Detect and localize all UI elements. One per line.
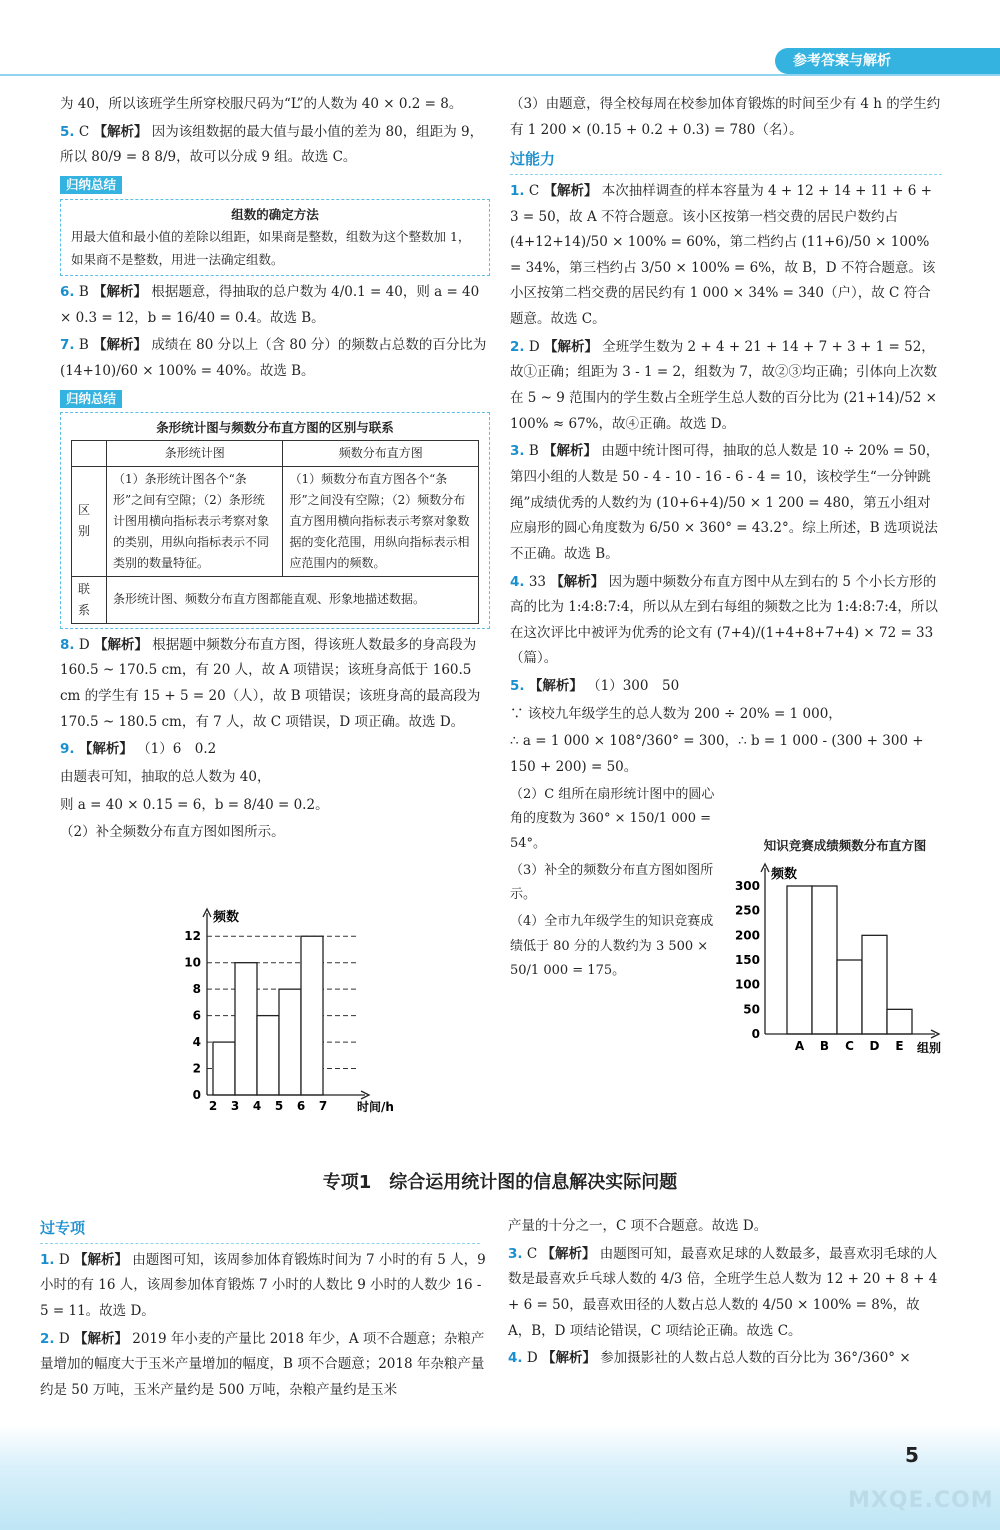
answer-letter: C xyxy=(528,182,540,199)
answer-line: （2）C 组所在扇形统计图中的圆心角的度数为 360° × 150/1 000 = 54°。 xyxy=(510,786,715,852)
histogram-bar xyxy=(301,936,323,1095)
answer-line: 则 a = 40 × 0.15 = 6，b = 8/40 = 0.2。 xyxy=(60,796,329,813)
histogram-bar xyxy=(812,886,837,1034)
x-tick-label: B xyxy=(819,1039,830,1053)
y-tick-label: 100 xyxy=(735,977,760,992)
answer-letter: B xyxy=(78,337,89,354)
answer-6 xyxy=(60,280,490,331)
y-tick-label: 200 xyxy=(735,928,760,943)
answer-text: 由题图可知，该周参加体育锻炼时间为 7 小时的有 5 人，9 小时的有 16 人，该周参加体育锻炼 7 小时的人数比 9 小时的人数少 16 - 5 = 11。故选 D。 xyxy=(40,1251,486,1319)
answer-b1 xyxy=(40,1248,490,1325)
answer-line: （3）补全的频数分布直方图如图所示。 xyxy=(510,862,714,903)
x-tick-label: C xyxy=(845,1039,854,1053)
histogram-bar xyxy=(887,1009,912,1034)
answer-text: 根据题意，得抽取的总户数为 4/0.1 = 40，则 a = 40 × 0.3 = 12，b = 16/40 = 0.4。故选 B。 xyxy=(60,284,480,326)
header-divider xyxy=(0,74,1000,76)
chart-title: 知识竞赛成绩频数分布直方图 xyxy=(763,838,927,853)
y-tick-label: 50 xyxy=(743,1002,760,1017)
answer-7 xyxy=(60,333,490,384)
answer-letter: C xyxy=(78,123,90,140)
answer-b4 xyxy=(508,1346,946,1372)
answer-text: 2019 年小麦的产量比 2018 年少，A 项不合题意；杂粮产量增加的幅度大于玉米产量增加的幅度，B 项不合题意；2018 年杂粮产量约是 50 万吨，玉米产量约是 500 万吨，杂粮产量约是玉米 xyxy=(40,1330,485,1398)
y-tick-label: 2 xyxy=(192,1061,201,1076)
answer-text: 由题图可知，最喜欢足球的人数最多，最喜欢羽毛球的人数是最喜欢乒乓球人数的 4/3 倍，全班学生总人数为 12 + 20 + 8 + 4 + 6 = 50，最喜欢田径的人数占总人数的 4/50 × 100% = 8%，故 A，B，D 项结论错误，C 项结论正确。故选 C。 xyxy=(508,1245,938,1339)
summary-box xyxy=(60,412,490,629)
question-number: 4. xyxy=(508,1350,523,1367)
answer-text: 根据题中频数分布直方图，得该班人数最多的身高段为 160.5 ~ 170.5 cm，有 20 人，故 A 项错误；该班身高低于 160.5 cm 的学生有 15 + 5 = 20（人），故 B 项错误；该班身高的最高段为 170.5 ~ 180.5 cm，有 7 人，故 C 项错误，D 项正确。故选 D。 xyxy=(60,636,481,730)
x-axis-label: 时间/h xyxy=(357,1100,394,1114)
answer-line: 由题表可知，抽取的总人数为 40， xyxy=(60,768,271,785)
question-number: 6. xyxy=(60,284,75,301)
question-number: 2. xyxy=(510,338,525,355)
section-title: 过能力 xyxy=(510,150,556,169)
answer-letter: B xyxy=(528,443,539,460)
question-number: 5. xyxy=(510,678,525,695)
y-tick-label: 10 xyxy=(184,955,201,970)
footer-band xyxy=(0,1425,1000,1530)
question-number: 1. xyxy=(40,1251,55,1268)
histogram-bar xyxy=(279,989,301,1095)
analysis-tag: 【解析】 xyxy=(543,443,598,460)
y-tick-label: 0 xyxy=(192,1088,201,1102)
x-tick-label: 6 xyxy=(296,1099,306,1113)
question-number: 8. xyxy=(60,636,75,653)
row-label: 区别 xyxy=(72,466,107,576)
answer-r1 xyxy=(510,179,942,333)
answer-text: 由题中统计图可得，抽取的总人数是 10 ÷ 20% = 50，第四小组的人数是 50 - 4 - 10 - 16 - 6 - 4 = 10，该校学生“一分钟跳绳”成绩优秀的人数约为 (10+6+4)/50 × 1 200 = 480，第五小组对应扇形的圆心角度数为 6/50 × 360° = 43.2°。综上所述，B 选项说法不正确。故选 B。 xyxy=(510,443,940,562)
summary-block-2 xyxy=(60,387,490,629)
answer-text: 因为该组数据的最大值与最小值的差为 80，组距为 9，所以 80/9 = 8 8/9，故可以分成 9 组。故选 C。 xyxy=(60,123,484,166)
answer-b2-cont: 产量的十分之一，C 项不合题意。故选 D。 xyxy=(508,1218,768,1234)
y-tick-label: 250 xyxy=(735,903,760,918)
analysis-tag: 【解析】 xyxy=(543,182,598,199)
section-title: 过专项 xyxy=(40,1219,86,1237)
header-banner: 参考答案与解析 xyxy=(775,48,1000,74)
question-number: 4. xyxy=(510,573,525,590)
answer-letter: 33 xyxy=(528,573,547,590)
analysis-tag: 【解析】 xyxy=(93,123,148,140)
answer-r3 xyxy=(510,439,942,567)
answer-letter: C xyxy=(526,1245,538,1262)
y-tick-label: 6 xyxy=(192,1008,201,1023)
answer-text: （1）6 0.2 xyxy=(137,741,217,758)
answer-text: 参加摄影社的人数占总人数的百分比为 36°/360° × xyxy=(600,1350,911,1367)
histogram-time xyxy=(175,905,405,1120)
answer-sub xyxy=(510,783,725,985)
y-axis-label: 频数 xyxy=(771,867,798,882)
answer-letter: D xyxy=(526,1350,538,1367)
analysis-tag: 【解析】 xyxy=(93,337,148,354)
table-header: 条形统计图 xyxy=(107,440,283,466)
answer-text: （1）300 50 xyxy=(587,678,680,695)
table-cell: （1）频数分布直方图各个“条形”之间没有空隙；（2）频数分布直方图用横向指标表示考察对象数据的变化范围，用纵向指标表示相应范围内的频数。 xyxy=(283,466,479,576)
question-number: 3. xyxy=(510,443,525,460)
question-number: 9. xyxy=(60,741,75,758)
x-tick-label: A xyxy=(794,1039,805,1053)
analysis-tag: 【解析】 xyxy=(73,1330,128,1347)
summary-box xyxy=(60,199,490,277)
analysis-tag: 【解析】 xyxy=(78,741,133,758)
answer-8 xyxy=(60,633,490,736)
x-tick-label: D xyxy=(869,1039,880,1053)
topic-title: 专项1 综合运用统计图的信息解决实际问题 xyxy=(322,1172,678,1193)
summary-title: 组数的确定方法 xyxy=(231,206,319,222)
y-tick-label: 150 xyxy=(735,953,760,967)
analysis-tag: 【解析】 xyxy=(550,573,605,590)
question-number: 7. xyxy=(60,337,75,354)
answer-r2 xyxy=(510,335,942,438)
x-tick-label: 4 xyxy=(252,1099,262,1113)
x-tick-label: E xyxy=(895,1039,904,1053)
analysis-tag: 【解析】 xyxy=(73,1251,128,1268)
histogram-bar xyxy=(787,886,812,1034)
answer-letter: D xyxy=(58,1330,70,1347)
right-paragraph: （3）由题意，得全校每周在校参加体育锻炼的时间至少有 4 h 的学生约有 1 200 × (0.15 + 0.2 + 0.3) = 780（名）。 xyxy=(510,96,941,138)
bottom-right-column xyxy=(508,1214,946,1374)
table-cell: （1）条形统计图各个“条形”之间有空隙；（2）条形统计图用横向指标表示考察对象的类别，用纵向指标表示不同类别的数量特征。 xyxy=(107,466,283,576)
y-tick-label: 300 xyxy=(735,879,760,893)
question-number: 3. xyxy=(508,1245,523,1262)
question-number: 5. xyxy=(60,123,75,140)
analysis-tag: 【解析】 xyxy=(93,284,148,301)
answer-letter: D xyxy=(528,338,540,355)
summary-label: 归纳总结 xyxy=(60,176,122,194)
answer-letter: D xyxy=(78,636,90,653)
answer-9 xyxy=(60,737,490,846)
summary-label: 归纳总结 xyxy=(60,390,122,408)
analysis-tag: 【解析】 xyxy=(541,1245,596,1262)
comparison-table xyxy=(71,440,479,624)
table-header: 频数分布直方图 xyxy=(283,440,479,466)
answer-text: 成绩在 80 分以上（含 80 分）的频数占总数的百分比为 (14+10)/60 × 100% = 40%。故选 B。 xyxy=(60,337,487,379)
x-tick-label: 3 xyxy=(230,1099,240,1113)
analysis-tag: 【解析】 xyxy=(93,636,148,653)
answer-line: （2）补全频数分布直方图如图所示。 xyxy=(60,824,285,841)
histogram-bar xyxy=(213,1042,235,1095)
section-header xyxy=(40,1214,480,1244)
y-tick-label: 0 xyxy=(751,1027,760,1041)
answer-r4 xyxy=(510,570,942,673)
answer-text: 全班学生数为 2 + 4 + 21 + 14 + 7 + 3 + 1 = 52，故①正确；组距为 3 - 1 = 2，组数为 7，故②③均正确；引体向上次数在 5 ~ 9 范围内的学生数占全班学生总人数的百分比为 (21+14)/52 × 100% ≈ 67%，故④正确。故选 D。 xyxy=(510,338,937,432)
answer-b3 xyxy=(508,1242,946,1345)
summary-body: 用最大值和最小值的差除以组距，如果商是整数，组数为这个整数加 1，如果商不是整数，用进一法确定组数。 xyxy=(71,229,471,267)
question-number: 2. xyxy=(40,1330,55,1347)
x-axis-label: 组别 xyxy=(917,1041,942,1055)
y-axis-label: 频数 xyxy=(213,910,240,925)
summary-block-1 xyxy=(60,173,490,276)
row-label: 联系 xyxy=(72,576,107,623)
left-paragraph: 为 40，所以该班学生所穿校服尺码为“L”的人数为 40 × 0.2 = 8。 xyxy=(60,96,463,112)
answer-line: ∴ a = 1 000 × 108°/360° = 300，∴ b = 1 000 - (300 + 300 + 150 + 200) = 50。 xyxy=(510,733,924,776)
x-tick-label: 5 xyxy=(274,1099,284,1113)
answer-line: ∵ 该校九年级学生的总人数为 200 ÷ 20% = 1 000， xyxy=(510,705,842,722)
answer-b2 xyxy=(40,1327,490,1404)
answer-5 xyxy=(60,120,490,171)
histogram-bar xyxy=(235,963,257,1095)
x-tick-label: 2 xyxy=(208,1099,218,1113)
y-tick-label: 4 xyxy=(192,1035,201,1050)
analysis-tag: 【解析】 xyxy=(528,678,583,695)
answer-text: 因为题中频数分布直方图中从左到右的 5 个小长方形的高的比为 1:4:8:7:4，所以从左到右每组的频数之比为 1:4:8:7:4，所以在这次评比中被评为优秀的论文有 (7+4)/(1+4+8+7+4) × 72 = 33（篇）。 xyxy=(510,573,938,667)
histogram-bar xyxy=(837,960,862,1034)
y-tick-label: 8 xyxy=(192,982,201,997)
answer-text: 本次抽样调查的样本容量为 4 + 12 + 14 + 11 + 6 + 3 = 50，故 A 不符合题意。该小区按第一档交费的居民户数约占 (4+12+14)/50 × 100% = 60%，第二档约占 (11+6)/50 × 100% = 34%，第三档约占 3/50 × 100% = 6%，故 B，D 不符合题意。该小区按第二档交费的居民约有 1 000 × 34% = 340（户），故 C 符合题意。故选 C。 xyxy=(510,182,936,328)
analysis-tag: 【解析】 xyxy=(543,338,598,355)
histogram-groups xyxy=(735,862,950,1057)
histogram-bar xyxy=(257,1016,279,1095)
watermark: MXQE.COM xyxy=(848,1488,994,1513)
bottom-left-column xyxy=(40,1214,490,1405)
question-number: 1. xyxy=(510,182,525,199)
left-column xyxy=(60,92,490,848)
page-number: 5 xyxy=(905,1443,919,1467)
histogram-bar xyxy=(862,935,887,1034)
answer-letter: D xyxy=(58,1251,70,1268)
analysis-tag: 【解析】 xyxy=(541,1350,596,1367)
x-tick-label: 7 xyxy=(318,1099,328,1113)
answer-line: （4）全市九年级学生的知识竞赛成绩低于 80 分的人数约为 3 500 × 50/1 000 = 175。 xyxy=(510,914,714,979)
summary-title: 条形统计图与频数分布直方图的区别与联系 xyxy=(156,420,394,436)
y-tick-label: 12 xyxy=(184,929,201,944)
section-header xyxy=(510,145,942,175)
answer-letter: B xyxy=(78,284,89,301)
table-cell: 条形统计图、频数分布直方图都能直观、形象地描述数据。 xyxy=(107,576,479,623)
